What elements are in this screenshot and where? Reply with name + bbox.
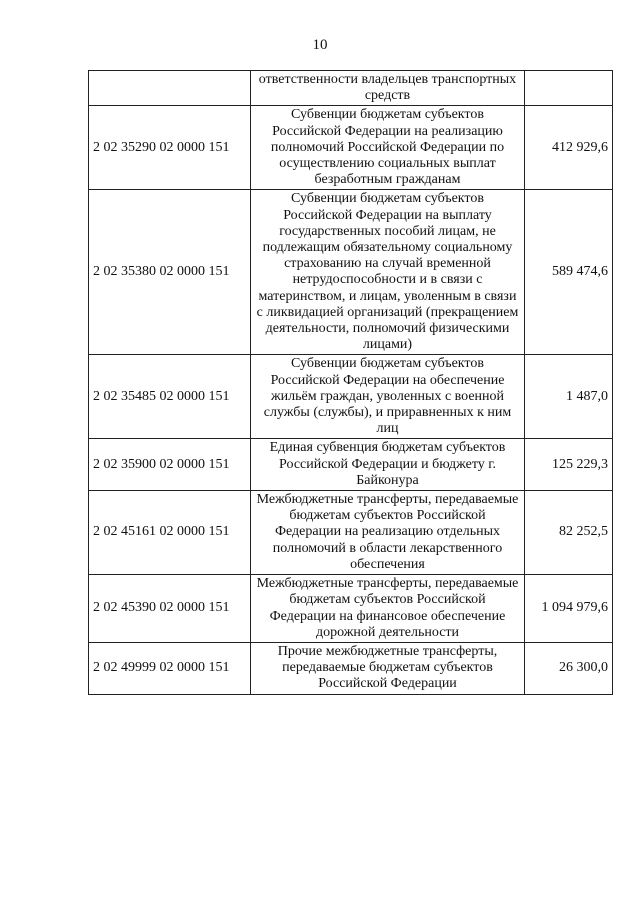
code-cell: 2 02 35380 02 0000 151: [89, 190, 251, 355]
table-row: [89, 491, 613, 575]
code-cell: [89, 71, 251, 106]
code-cell: 2 02 45161 02 0000 151: [89, 491, 251, 575]
amount-cell: 1 487,0: [525, 355, 613, 439]
amount-cell: [525, 71, 613, 106]
amount-cell: 589 474,6: [525, 190, 613, 355]
amount-cell: 412 929,6: [525, 106, 613, 190]
table-row: [89, 575, 613, 643]
table-row: [89, 71, 613, 106]
amount-cell: 26 300,0: [525, 642, 613, 694]
code-cell: 2 02 45390 02 0000 151: [89, 575, 251, 643]
name-cell: ответственности владельцев транспортных средств: [251, 71, 525, 106]
name-cell: Субвенции бюджетам субъектов Российской Федерации на выплату государственных пособий лицам, не подлежащим обязательному социальному страхованию на случай временной нетрудоспособности и в связи с материнством, и лицам, уволенным в связи с ликвидацией организаций (прекращением деятельности, полномочий физическими лицами): [251, 190, 525, 355]
code-cell: 2 02 35900 02 0000 151: [89, 439, 251, 491]
amount-cell: 82 252,5: [525, 491, 613, 575]
code-cell: 2 02 49999 02 0000 151: [89, 642, 251, 694]
table-row: [89, 642, 613, 694]
name-cell: Субвенции бюджетам субъектов Российской Федерации на обеспечение жильём граждан, уволенных с военной службы (службы), и приравненных к ним лиц: [251, 355, 525, 439]
table-row: [89, 106, 613, 190]
amount-cell: 125 229,3: [525, 439, 613, 491]
name-cell: Межбюджетные трансферты, передаваемые бюджетам субъектов Российской Федерации на реализацию отдельных полномочий в области лекарственного обеспечения: [251, 491, 525, 575]
table-row: [89, 190, 613, 355]
table-row: [89, 439, 613, 491]
name-cell: Межбюджетные трансферты, передаваемые бюджетам субъектов Российской Федерации на финансовое обеспечение дорожной деятельности: [251, 575, 525, 643]
page-number: 10: [312, 37, 328, 53]
table-row: [89, 355, 613, 439]
code-cell: 2 02 35485 02 0000 151: [89, 355, 251, 439]
budget-table: [88, 70, 613, 695]
name-cell: Прочие межбюджетные трансферты, передаваемые бюджетам субъектов Российской Федерации: [251, 642, 525, 694]
name-cell: Субвенции бюджетам субъектов Российской Федерации на реализацию полномочий Российской Федерации по осуществлению социальных выплат безработным гражданам: [251, 106, 525, 190]
name-cell: Единая субвенция бюджетам субъектов Российской Федерации и бюджету г. Байконура: [251, 439, 525, 491]
amount-cell: 1 094 979,6: [525, 575, 613, 643]
code-cell: 2 02 35290 02 0000 151: [89, 106, 251, 190]
